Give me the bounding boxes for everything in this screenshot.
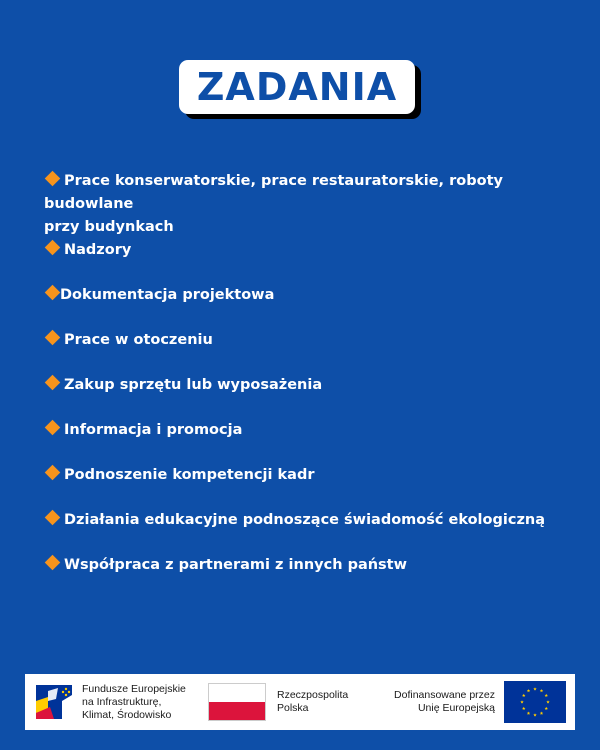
orange-diamond-icon	[45, 330, 61, 346]
eu-line: Dofinansowane przez	[394, 689, 495, 701]
orange-diamond-icon	[45, 285, 61, 301]
orange-diamond-icon	[45, 240, 61, 256]
rp-line: Rzeczpospolita	[277, 689, 349, 701]
list-item	[44, 509, 545, 532]
polish-flag-icon	[208, 683, 266, 721]
task-text: Zakup sprzętu lub wyposażenia	[64, 377, 323, 393]
orange-diamond-icon	[45, 171, 61, 187]
list-item	[44, 374, 322, 397]
orange-diamond-icon	[45, 555, 61, 571]
rp-line: Polska	[277, 702, 309, 714]
task-text: Dokumentacja projektowa	[60, 287, 275, 303]
title-badge	[179, 60, 417, 116]
eu-flag-icon	[504, 681, 566, 723]
european-funds-logo-icon	[32, 679, 76, 723]
list-item	[44, 464, 315, 487]
list-item	[44, 419, 242, 442]
orange-diamond-icon	[45, 375, 61, 391]
list-item	[44, 239, 131, 262]
task-text: Współpraca z partnerami z innych państw	[64, 557, 408, 573]
orange-diamond-icon	[45, 510, 61, 526]
eu-line: Unię Europejską	[417, 702, 495, 714]
task-text-continued: przy budynkach	[44, 219, 174, 235]
fe-line: Klimat, Środowisko	[82, 709, 172, 721]
task-text: Nadzory	[64, 242, 132, 258]
task-text: Działania edukacyjne podnoszące świadomość ekologiczną	[64, 512, 545, 528]
fe-line: Fundusze Europejskie	[82, 683, 186, 695]
eu-cofunded-text	[394, 689, 495, 715]
orange-diamond-icon	[45, 420, 61, 436]
orange-diamond-icon	[45, 465, 61, 481]
republic-of-poland-text	[277, 689, 348, 715]
task-text: Prace konserwatorskie, prace restauratorskie, roboty budowlane	[44, 173, 503, 212]
page-title: ZADANIA	[196, 65, 398, 109]
task-text: Podnoszenie kompetencji kadr	[64, 467, 315, 483]
funding-logo-strip	[25, 674, 575, 730]
title-box	[179, 60, 415, 114]
list-item	[44, 284, 274, 307]
fe-line: na Infrastrukturę,	[82, 696, 162, 708]
task-text: Prace w otoczeniu	[64, 332, 213, 348]
european-funds-text	[82, 683, 186, 722]
list-item	[44, 170, 564, 239]
list-item	[44, 554, 407, 577]
list-item	[44, 329, 213, 352]
task-text: Informacja i promocja	[64, 422, 243, 438]
